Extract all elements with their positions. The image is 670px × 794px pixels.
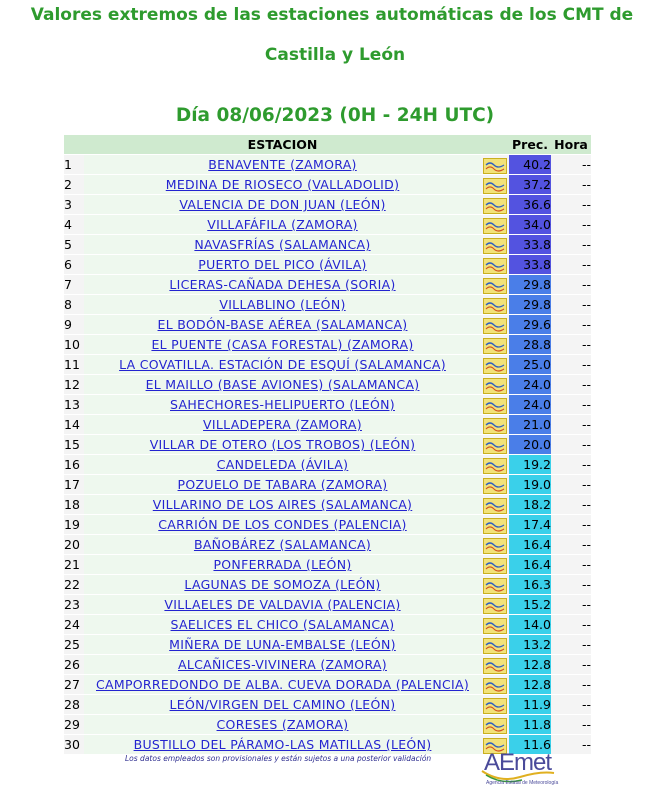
- chart-graph-icon[interactable]: [483, 198, 507, 214]
- table-row: [64, 555, 591, 575]
- table-row: [64, 415, 591, 435]
- table-row: [64, 315, 591, 335]
- station-cell: [84, 735, 481, 755]
- station-cell: [84, 555, 481, 575]
- table-row: [64, 355, 591, 375]
- chart-graph-icon[interactable]: [483, 478, 507, 494]
- graph-cell: [481, 215, 509, 235]
- table-row: [64, 695, 591, 715]
- precipitation-value: 40.2: [509, 155, 551, 175]
- precipitation-value: 18.2: [509, 495, 551, 515]
- chart-graph-icon[interactable]: [483, 678, 507, 694]
- table-row: [64, 215, 591, 235]
- precipitation-value: 13.2: [509, 635, 551, 655]
- station-link[interactable]: LA COVATILLA. ESTACIÓN DE ESQUÍ (SALAMANCA): [119, 357, 446, 372]
- graph-cell: [481, 495, 509, 515]
- station-link[interactable]: VILLARINO DE LOS AIRES (SALAMANCA): [152, 497, 413, 512]
- hour-value: --: [551, 435, 591, 455]
- precipitation-value: 16.3: [509, 575, 551, 595]
- station-cell: [84, 415, 481, 435]
- hour-value: --: [551, 235, 591, 255]
- chart-graph-icon[interactable]: [483, 618, 507, 634]
- station-link[interactable]: CARRIÓN DE LOS CONDES (PALENCIA): [158, 517, 407, 532]
- station-cell: [84, 435, 481, 455]
- date-heading: Día 08/06/2023 (0H - 24H UTC): [175, 105, 495, 126]
- precipitation-value: 24.0: [509, 395, 551, 415]
- graph-cell: [481, 195, 509, 215]
- precipitation-value: 37.2: [509, 175, 551, 195]
- table-row: [64, 235, 591, 255]
- row-number: 1: [64, 155, 84, 175]
- page-title-line2: Castilla y León: [264, 45, 406, 65]
- table-row: [64, 195, 591, 215]
- chart-graph-icon[interactable]: [483, 598, 507, 614]
- station-cell: [84, 635, 481, 655]
- precipitation-value: 19.0: [509, 475, 551, 495]
- station-link[interactable]: CORESES (ZAMORA): [216, 717, 349, 732]
- graph-cell: [481, 535, 509, 555]
- station-cell: [84, 715, 481, 735]
- station-link[interactable]: SAHECHORES-HELIPUERTO (LEÓN): [170, 397, 395, 412]
- row-number: 15: [64, 435, 84, 455]
- chart-graph-icon[interactable]: [483, 158, 507, 174]
- hour-value: --: [551, 195, 591, 215]
- station-cell: [84, 655, 481, 675]
- chart-graph-icon[interactable]: [483, 338, 507, 354]
- station-link[interactable]: VILLAR DE OTERO (LOS TROBOS) (LEÓN): [149, 437, 416, 452]
- graph-cell: [481, 515, 509, 535]
- precipitation-value: 29.6: [509, 315, 551, 335]
- row-number: 20: [64, 535, 84, 555]
- precipitation-value: 11.9: [509, 695, 551, 715]
- row-number: 16: [64, 455, 84, 475]
- row-number: 10: [64, 335, 84, 355]
- table-row: [64, 575, 591, 595]
- hour-value: --: [551, 415, 591, 435]
- graph-cell: [481, 695, 509, 715]
- station-cell: [84, 235, 481, 255]
- station-link[interactable]: EL PUENTE (CASA FORESTAL) (ZAMORA): [151, 337, 414, 352]
- hour-value: --: [551, 455, 591, 475]
- table-row: [64, 595, 591, 615]
- precipitation-value: 25.0: [509, 355, 551, 375]
- chart-graph-icon[interactable]: [483, 538, 507, 554]
- station-cell: [84, 475, 481, 495]
- station-cell: [84, 575, 481, 595]
- table-row: [64, 155, 591, 175]
- hour-value: --: [551, 575, 591, 595]
- station-link[interactable]: SAELICES EL CHICO (SALAMANCA): [170, 617, 395, 632]
- page-title-line1: Valores extremos de las estaciones automáticas de los CMT de: [30, 5, 634, 25]
- hour-value: --: [551, 275, 591, 295]
- header-num: [64, 135, 84, 155]
- station-cell: [84, 335, 481, 355]
- hour-value: --: [551, 595, 591, 615]
- chart-graph-icon[interactable]: [483, 718, 507, 734]
- graph-cell: [481, 615, 509, 635]
- hour-value: --: [551, 715, 591, 735]
- header-hour[interactable]: Hora: [551, 135, 591, 155]
- table-row: [64, 655, 591, 675]
- precipitation-value: 17.4: [509, 515, 551, 535]
- precipitation-value: 16.4: [509, 555, 551, 575]
- row-number: 28: [64, 695, 84, 715]
- row-number: 25: [64, 635, 84, 655]
- graph-cell: [481, 235, 509, 255]
- row-number: 11: [64, 355, 84, 375]
- row-number: 13: [64, 395, 84, 415]
- table-row: [64, 495, 591, 515]
- station-cell: [84, 615, 481, 635]
- chart-graph-icon[interactable]: [483, 258, 507, 274]
- station-link[interactable]: NAVASFRÍAS (SALAMANCA): [194, 237, 371, 252]
- row-number: 23: [64, 595, 84, 615]
- station-link[interactable]: BUSTILLO DEL PÁRAMO-LAS MATILLAS (LEÓN): [133, 737, 432, 752]
- station-link[interactable]: LICERAS-CAÑADA DEHESA (SORIA): [169, 277, 396, 292]
- row-number: 9: [64, 315, 84, 335]
- station-link[interactable]: BAÑOBÁREZ (SALAMANCA): [193, 537, 372, 552]
- header-graph: [481, 135, 509, 155]
- row-number: 26: [64, 655, 84, 675]
- station-link[interactable]: VILLAELES DE VALDAVIA (PALENCIA): [164, 597, 401, 612]
- precipitation-value: 12.8: [509, 655, 551, 675]
- station-cell: [84, 695, 481, 715]
- table-row: [64, 635, 591, 655]
- graph-cell: [481, 455, 509, 475]
- table-row: [64, 375, 591, 395]
- graph-cell: [481, 655, 509, 675]
- graph-cell: [481, 275, 509, 295]
- chart-graph-icon[interactable]: [483, 238, 507, 254]
- station-link[interactable]: PONFERRADA (LEÓN): [213, 557, 352, 572]
- precipitation-value: 33.8: [509, 235, 551, 255]
- logo-text: AEmet: [484, 749, 552, 776]
- row-number: 21: [64, 555, 84, 575]
- station-link[interactable]: PUERTO DEL PICO (ÁVILA): [198, 257, 367, 272]
- station-link[interactable]: MEDINA DE RIOSECO (VALLADOLID): [165, 177, 400, 192]
- chart-graph-icon[interactable]: [483, 558, 507, 574]
- precipitation-value: 24.0: [509, 375, 551, 395]
- hour-value: --: [551, 635, 591, 655]
- chart-graph-icon[interactable]: [483, 638, 507, 654]
- hour-value: --: [551, 255, 591, 275]
- table-row: [64, 675, 591, 695]
- hour-value: --: [551, 695, 591, 715]
- graph-cell: [481, 555, 509, 575]
- stations-table: [64, 135, 591, 755]
- precipitation-value: 11.6: [509, 735, 551, 755]
- graph-cell: [481, 255, 509, 275]
- precipitation-value: 11.8: [509, 715, 551, 735]
- table-row: [64, 455, 591, 475]
- station-link[interactable]: LEÓN/VIRGEN DEL CAMINO (LEÓN): [169, 697, 396, 712]
- chart-graph-icon[interactable]: [483, 578, 507, 594]
- chart-graph-icon[interactable]: [483, 378, 507, 394]
- graph-cell: [481, 295, 509, 315]
- graph-cell: [481, 575, 509, 595]
- chart-graph-icon[interactable]: [483, 518, 507, 534]
- row-number: 5: [64, 235, 84, 255]
- logo-subtitle: Agencia Estatal de Meteorología: [486, 780, 559, 786]
- row-number: 2: [64, 175, 84, 195]
- station-link[interactable]: POZUELO DE TABARA (ZAMORA): [177, 477, 388, 492]
- station-link[interactable]: VALENCIA DE DON JUAN (LEÓN): [179, 197, 386, 212]
- station-cell: [84, 675, 481, 695]
- header-prec[interactable]: Prec.: [509, 135, 551, 155]
- chart-graph-icon[interactable]: [483, 698, 507, 714]
- hour-value: --: [551, 615, 591, 635]
- station-link[interactable]: CANDELEDA (ÁVILA): [216, 457, 349, 472]
- station-link[interactable]: VILLABLINO (LEÓN): [219, 297, 346, 312]
- precipitation-value: 15.2: [509, 595, 551, 615]
- graph-cell: [481, 315, 509, 335]
- precipitation-value: 33.8: [509, 255, 551, 275]
- hour-value: --: [551, 675, 591, 695]
- table-header-row: [64, 135, 591, 155]
- hour-value: --: [551, 175, 591, 195]
- station-cell: [84, 195, 481, 215]
- graph-cell: [481, 155, 509, 175]
- station-cell: [84, 595, 481, 615]
- header-station: ESTACION: [84, 135, 481, 155]
- chart-graph-icon[interactable]: [483, 298, 507, 314]
- precipitation-value: 20.0: [509, 435, 551, 455]
- graph-cell: [481, 635, 509, 655]
- row-number: 18: [64, 495, 84, 515]
- station-link[interactable]: EL MAILLO (BASE AVIONES) (SALAMANCA): [145, 377, 420, 392]
- table-row: [64, 615, 591, 635]
- graph-cell: [481, 415, 509, 435]
- chart-graph-icon[interactable]: [483, 418, 507, 434]
- row-number: 24: [64, 615, 84, 635]
- graph-cell: [481, 335, 509, 355]
- aemet-logo[interactable]: [480, 747, 560, 789]
- graph-cell: [481, 355, 509, 375]
- station-link[interactable]: ALCAÑICES-VIVINERA (ZAMORA): [178, 657, 387, 672]
- row-number: 22: [64, 575, 84, 595]
- graph-cell: [481, 675, 509, 695]
- station-cell: [84, 215, 481, 235]
- chart-graph-icon[interactable]: [483, 398, 507, 414]
- station-cell: [84, 375, 481, 395]
- row-number: 4: [64, 215, 84, 235]
- row-number: 27: [64, 675, 84, 695]
- table-row: [64, 255, 591, 275]
- table-row: [64, 515, 591, 535]
- precipitation-value: 29.8: [509, 275, 551, 295]
- chart-graph-icon[interactable]: [483, 178, 507, 194]
- row-number: 30: [64, 735, 84, 755]
- precipitation-value: 16.4: [509, 535, 551, 555]
- station-cell: [84, 155, 481, 175]
- hour-value: --: [551, 515, 591, 535]
- row-number: 19: [64, 515, 84, 535]
- table-row: [64, 715, 591, 735]
- hour-value: --: [551, 535, 591, 555]
- hour-value: --: [551, 395, 591, 415]
- station-cell: [84, 495, 481, 515]
- station-link[interactable]: CAMPORREDONDO DE ALBA. CUEVA DORADA (PALENCIA): [95, 677, 470, 692]
- hour-value: --: [551, 355, 591, 375]
- table-row: [64, 295, 591, 315]
- graph-cell: [481, 175, 509, 195]
- station-cell: [84, 355, 481, 375]
- station-cell: [84, 255, 481, 275]
- hour-value: --: [551, 375, 591, 395]
- station-cell: [84, 455, 481, 475]
- table-row: [64, 475, 591, 495]
- hour-value: --: [551, 155, 591, 175]
- chart-graph-icon[interactable]: [483, 218, 507, 234]
- table-row: [64, 395, 591, 415]
- station-cell: [84, 515, 481, 535]
- graph-cell: [481, 395, 509, 415]
- chart-graph-icon[interactable]: [483, 438, 507, 454]
- hour-value: --: [551, 495, 591, 515]
- graph-cell: [481, 375, 509, 395]
- row-number: 17: [64, 475, 84, 495]
- hour-value: --: [551, 475, 591, 495]
- hour-value: --: [551, 555, 591, 575]
- precipitation-value: 21.0: [509, 415, 551, 435]
- row-number: 8: [64, 295, 84, 315]
- table-row: [64, 175, 591, 195]
- precipitation-value: 29.8: [509, 295, 551, 315]
- graph-cell: [481, 595, 509, 615]
- station-link[interactable]: VILLAFÁFILA (ZAMORA): [207, 217, 358, 232]
- station-cell: [84, 395, 481, 415]
- graph-cell: [481, 475, 509, 495]
- chart-graph-icon[interactable]: [483, 278, 507, 294]
- row-number: 3: [64, 195, 84, 215]
- station-cell: [84, 295, 481, 315]
- precipitation-value: 14.0: [509, 615, 551, 635]
- hour-value: --: [551, 335, 591, 355]
- station-cell: [84, 175, 481, 195]
- precipitation-value: 19.2: [509, 455, 551, 475]
- precipitation-value: 34.0: [509, 215, 551, 235]
- station-link[interactable]: BENAVENTE (ZAMORA): [208, 157, 357, 172]
- hour-value: --: [551, 295, 591, 315]
- station-cell: [84, 315, 481, 335]
- chart-graph-icon[interactable]: [483, 658, 507, 674]
- station-cell: [84, 535, 481, 555]
- chart-graph-icon[interactable]: [483, 318, 507, 334]
- precipitation-value: 36.6: [509, 195, 551, 215]
- chart-graph-icon[interactable]: [483, 358, 507, 374]
- station-link[interactable]: EL BODÓN-BASE AÉREA (SALAMANCA): [157, 317, 408, 332]
- table-row: [64, 275, 591, 295]
- hour-value: --: [551, 735, 591, 755]
- table-row: [64, 535, 591, 555]
- row-number: 7: [64, 275, 84, 295]
- hour-value: --: [551, 215, 591, 235]
- station-cell: [84, 275, 481, 295]
- chart-graph-icon[interactable]: [483, 458, 507, 474]
- table-row: [64, 335, 591, 355]
- data-disclaimer: Los datos empleados son provisionales y están sujetos a una posterior validación: [125, 754, 432, 763]
- row-number: 29: [64, 715, 84, 735]
- hour-value: --: [551, 655, 591, 675]
- graph-cell: [481, 715, 509, 735]
- station-link[interactable]: VILLADEPERA (ZAMORA): [203, 417, 362, 432]
- table-row: [64, 435, 591, 455]
- precipitation-value: 12.8: [509, 675, 551, 695]
- row-number: 6: [64, 255, 84, 275]
- station-link[interactable]: MIÑERA DE LUNA-EMBALSE (LEÓN): [169, 637, 396, 652]
- row-number: 12: [64, 375, 84, 395]
- precipitation-value: 28.8: [509, 335, 551, 355]
- row-number: 14: [64, 415, 84, 435]
- station-link[interactable]: LAGUNAS DE SOMOZA (LEÓN): [184, 577, 381, 592]
- graph-cell: [481, 435, 509, 455]
- chart-graph-icon[interactable]: [483, 498, 507, 514]
- hour-value: --: [551, 315, 591, 335]
